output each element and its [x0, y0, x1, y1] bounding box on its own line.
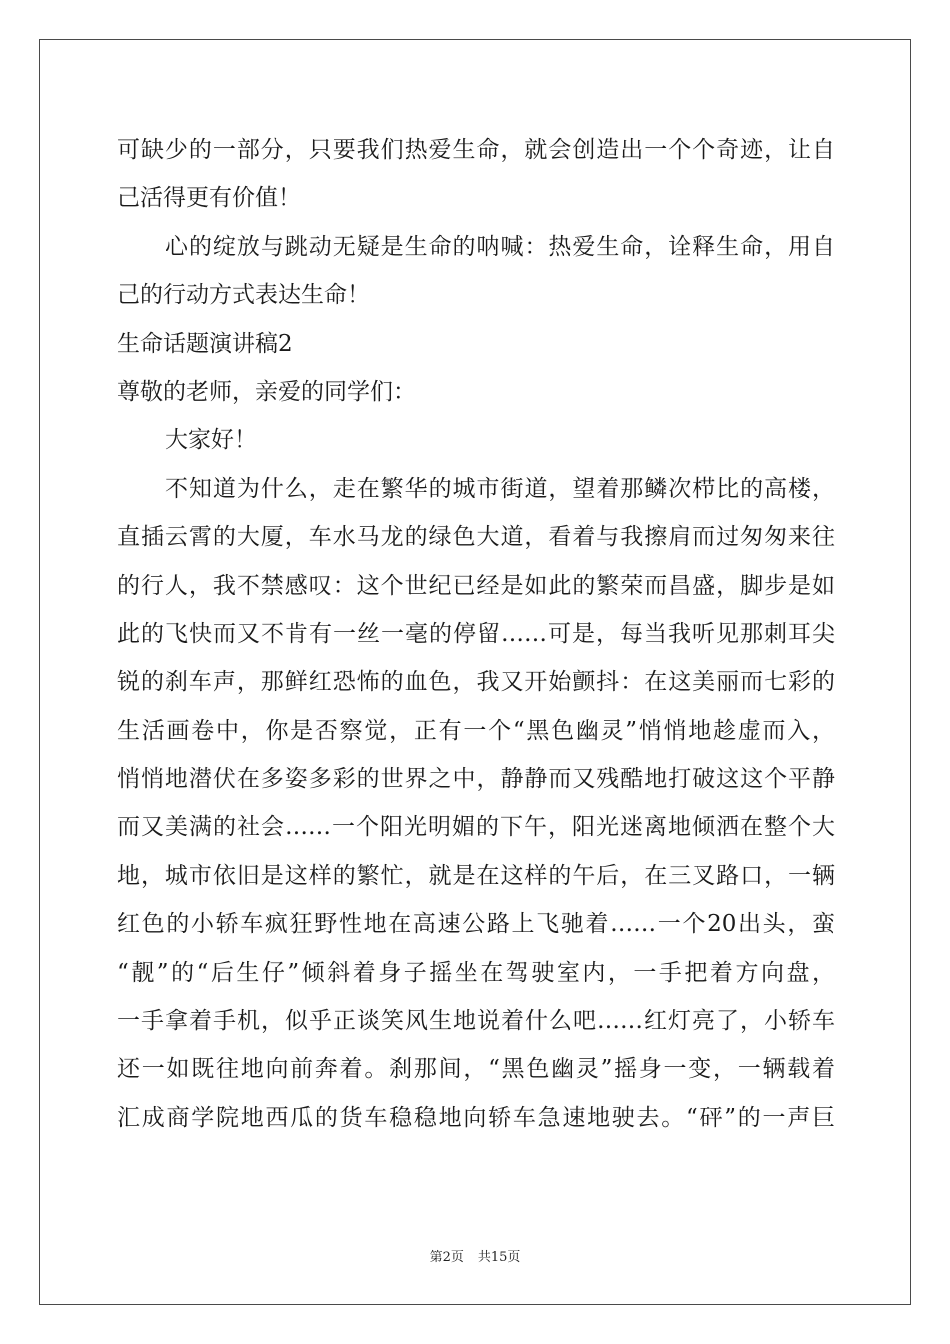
salutation: 尊敬的老师，亲爱的同学们： [117, 378, 416, 405]
text-line-20: 还一如既往地向前奔着。刹那间，“黑色幽灵”摇身一变，一辆载着 [117, 1056, 835, 1083]
text-line-1: 可缺少的一部分，只要我们热爱生命，就会创造出一个个奇迹，让自 [117, 137, 835, 163]
page-number: 第2页 [429, 1250, 464, 1265]
section-title: 生命话题演讲稿2 [117, 330, 293, 357]
text-line-9: 直插云霄的大厦，车水马龙的绿色大道，看着与我擦肩而过匆匆来往 [117, 524, 835, 551]
text-line-14: 悄悄地潜伏在多姿多彩的世界之中，静静而又残酷地打破这这个平静 [117, 766, 835, 793]
page-total: 共15页 [477, 1250, 521, 1265]
text-line-11: 此的飞快而又不肯有一丝一毫的停留……可是，每当我听见那刺耳尖 [117, 620, 835, 647]
text-line-16: 地，城市依旧是这样的繁忙，就是在这样的午后，在三叉路口，一辆 [117, 862, 835, 889]
text-line-10: 的行人，我不禁感叹：这个世纪已经是如此的繁荣而昌盛，脚步是如 [117, 572, 835, 599]
text-line-2: 己活得更有价值！ [117, 185, 301, 212]
text-line-17: 红色的小轿车疯狂野性地在高速公路上飞驰着……一个20出头，蛮 [117, 911, 835, 938]
text-line-18: “靓”的“后生仔”倾斜着身子摇坐在驾驶室内，一手把着方向盘， [117, 959, 835, 986]
text-line-13: 生活画卷中，你是否察觉，正有一个“黑色幽灵”悄悄地趁虚而入， [117, 717, 835, 744]
page-footer [0, 1246, 950, 1265]
text-line-15: 而又美满的社会……一个阳光明媚的下午，阳光迷离地倾洒在整个大 [117, 814, 835, 841]
text-line-3: 心的绽放与跳动无疑是生命的呐喊：热爱生命，诠释生命，用自 [165, 233, 835, 260]
greeting: 大家好！ [165, 427, 257, 454]
text-line-8: 不知道为什么，走在繁华的城市街道，望着那鳞次栉比的高楼， [165, 475, 835, 502]
text-line-12: 锐的刹车声，那鲜红恐怖的血色，我又开始颤抖：在这美丽而七彩的 [117, 669, 835, 696]
text-line-4: 己的行动方式表达生命！ [117, 282, 370, 309]
document-body [117, 126, 835, 1142]
text-line-21: 汇成商学院地西瓜的货车稳稳地向轿车急速地驶去。“砰”的一声巨 [117, 1104, 835, 1131]
text-line-19: 一手拿着手机，似乎正谈笑风生地说着什么吧……红灯亮了，小轿车 [117, 1008, 835, 1035]
